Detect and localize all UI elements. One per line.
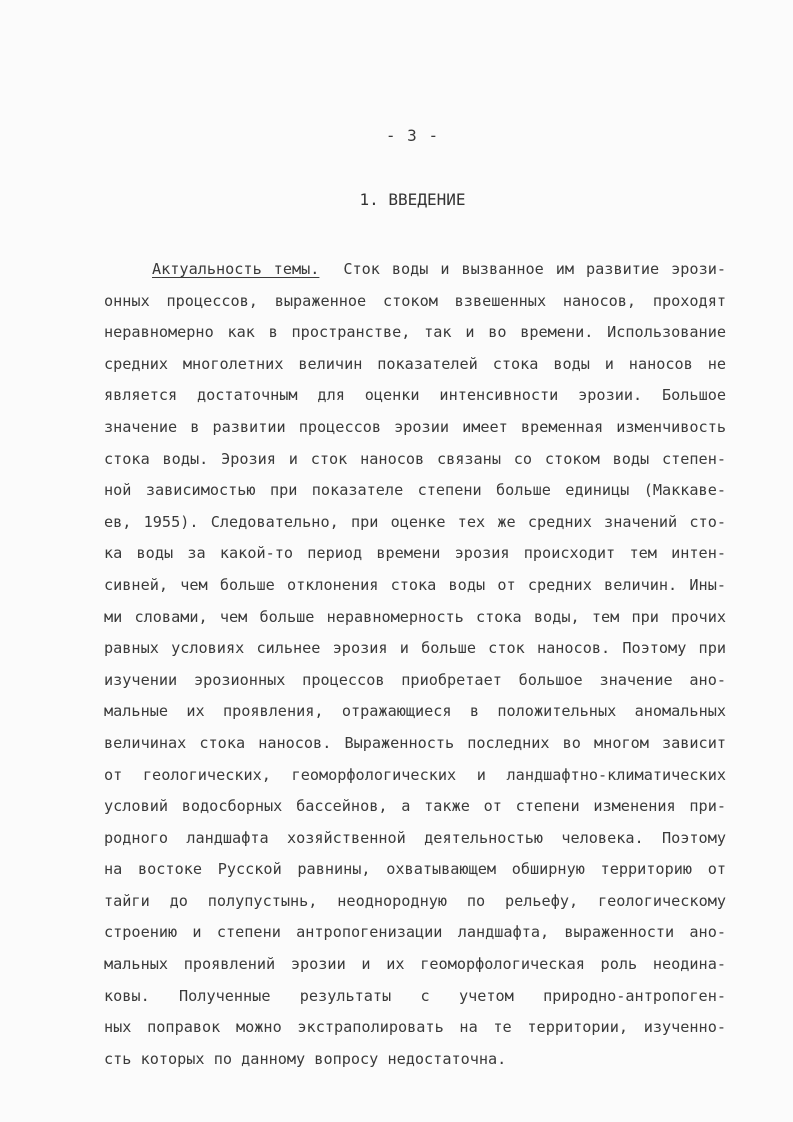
text-line: Актуальность темы. Сток воды и вызванное им развитие эрози- [152, 260, 726, 278]
body-paragraph [104, 254, 726, 1075]
text-line: сть которых по данному вопросу недостаточна. [104, 1049, 507, 1068]
text-line: тайги до полупустынь, неоднородную по рельефу, геологическому [104, 891, 726, 910]
text-line: мальных проявлений эрозии и их геоморфологическая роль неодина- [104, 955, 726, 974]
text-line: ковы. Полученные результаты с учетом природно-антропоген- [104, 986, 726, 1005]
text-line: неравномерно как в пространстве, так и во времени. Использование [104, 323, 726, 342]
text-line: ных поправок можно экстраполировать на те территории, изученно- [104, 1018, 726, 1037]
text-line: изучении эрозионных процессов приобретает большое значение ано- [104, 670, 726, 689]
section-title: 1. ВВЕДЕНИЕ [359, 190, 466, 209]
text-line: средних многолетних величин показателей стока воды и наносов не [104, 354, 726, 373]
text-line: ка воды за какой-то период времени эрозия происходит тем интен- [104, 544, 726, 563]
page-number: - 3 - [385, 126, 440, 145]
text-line: родного ландшафта хозяйственной деятельностью человека. Поэтому [104, 828, 726, 847]
text-line: от геологических, геоморфологических и ландшафтно-климатических [104, 765, 726, 784]
text-line: ми словами, чем больше неравномерность стока воды, тем при прочих [104, 607, 726, 626]
text-line: стока воды. Эрозия и сток наносов связаны со стоком воды степен- [104, 449, 726, 468]
text-line: ев, 1955). Следовательно, при оценке тех же средних значений сто- [104, 512, 726, 531]
text-line: является достаточным для оценки интенсивности эрозии. Большое [104, 386, 726, 405]
text-line: мальные их проявления, отражающиеся в положительных аномальных [104, 702, 726, 721]
text-line: условий водосборных бассейнов, а также от степени изменения при- [104, 797, 726, 816]
text-line: величинах стока наносов. Выраженность последних во многом зависит [104, 733, 726, 752]
text-line: ной зависимостью при показателе степени больше единицы (Маккаве- [104, 481, 726, 500]
text-line: на востоке Русской равнины, охватывающем обширную территорию от [104, 860, 726, 879]
text-line: значение в развитии процессов эрозии имеет временная изменчивость [104, 417, 726, 436]
text-line: онных процессов, выраженное стоком взвешенных наносов, проходят [104, 291, 726, 310]
text-line: строению и степени антропогенизации ландшафта, выраженности ано- [104, 923, 726, 942]
lead-phrase: Актуальность темы. [152, 260, 320, 278]
text-line: равных условиях сильнее эрозия и больше сток наносов. Поэтому при [104, 639, 726, 658]
text-line: сивней, чем больше отклонения стока воды от средних величин. Ины- [104, 575, 726, 594]
